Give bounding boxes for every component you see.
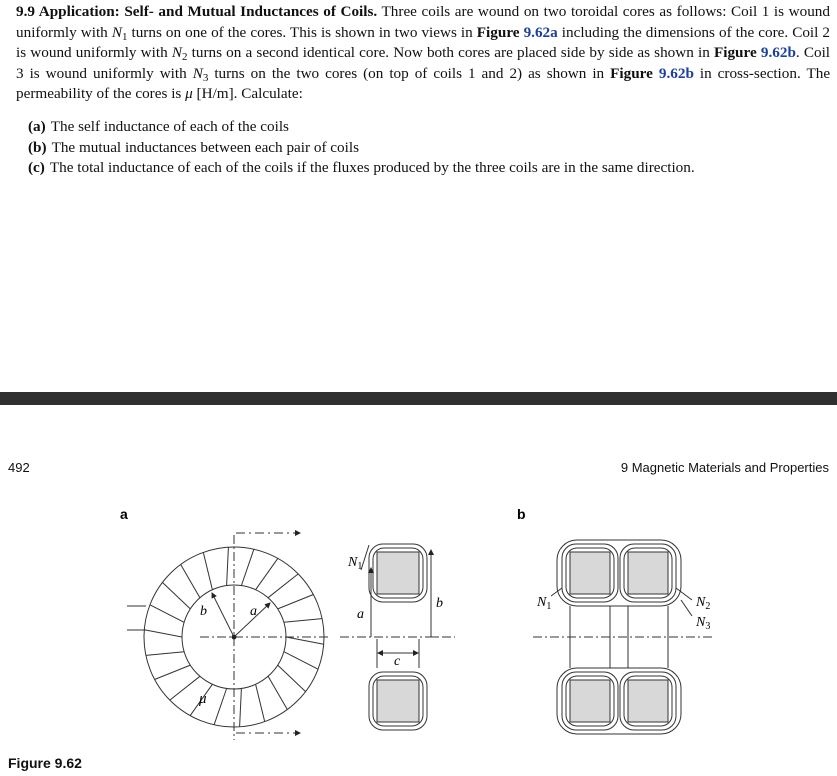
winding-turn (150, 605, 184, 623)
winding-turn (278, 665, 306, 692)
winding-turn (203, 552, 212, 589)
problem-number: 9.9 (16, 3, 35, 20)
winding-turn (256, 558, 278, 589)
outer-radius-arrow (212, 593, 234, 637)
problem-text: [H/m]. Calculate: (196, 85, 303, 103)
task-item: (b) The mutual inductances between each pair of coils (28, 138, 359, 156)
task-item: (a) The self inductance of each of the coils (28, 118, 289, 135)
figure-link-9-62a[interactable]: 9.62a (523, 23, 558, 41)
winding-turn (268, 676, 287, 709)
problem-text: including the dimensions of the core. Coil 2 is wound uniformly with (16, 23, 830, 62)
winding-turn (284, 619, 322, 623)
problem-text: in cross-section. The permeability of the cores is (16, 64, 831, 103)
figure-word: Figure (610, 64, 653, 82)
problem-text: turns on a second identical core. Now both cores are placed side by side as shown in (191, 44, 710, 62)
problem-title: Application: Self- and Mutual Inductances of Coils (38, 3, 374, 20)
panel-label-b: b (517, 506, 526, 522)
winding-turn (240, 689, 242, 727)
label-c-dim: c (394, 654, 401, 669)
problem-text: Three coils are wound on two toroidal cores as follows: Coil 1 is wound uniformly with (16, 3, 830, 41)
toroid-center (232, 635, 237, 640)
symbol-mu: μ (185, 85, 193, 103)
label-a-dim: a (357, 607, 364, 622)
figure-word: Figure (476, 23, 520, 41)
problem-text: turns on one of the cores. This is shown in two views in (131, 23, 473, 41)
winding-turn (284, 652, 318, 670)
figure-caption: Figure 9.62 (8, 755, 82, 771)
winding-turn (268, 574, 298, 598)
label-mu: μ (199, 691, 207, 707)
task-item: (c) The total inductance of each of the coils if the fluxes produced by the three coils are in the same direction. (28, 159, 695, 177)
symbol-n3: $N_3$ (192, 64, 209, 84)
label-a-radius: a (250, 604, 257, 619)
two-cores-cross-section (533, 540, 715, 734)
winding-turn (181, 565, 200, 598)
figure-link-9-62b[interactable]: 9.62b (658, 64, 694, 82)
label-b-dim: b (436, 596, 443, 611)
winding-turn (227, 547, 229, 585)
label-n3: $N_3$ (696, 615, 711, 632)
symbol-n2: $N_2$ (171, 44, 188, 64)
winding-turn (278, 595, 314, 609)
problem-text: . Coil 3 is wound uniformly with (16, 44, 831, 82)
running-header: 9 Magnetic Materials and Properties (620, 460, 829, 475)
label-n1-b: $N_1$ (537, 595, 552, 612)
problem-text: turns on the two cores (on top of coils 1 and 2) as shown in (214, 64, 605, 82)
winding-turn (286, 637, 324, 644)
winding-turn (155, 665, 191, 679)
winding-turn (146, 652, 184, 656)
label-n2: $N_2$ (696, 595, 711, 612)
toroid-top-view (127, 533, 330, 740)
symbol-n1: $N_1$ (111, 23, 128, 43)
winding-turn (170, 676, 200, 700)
problem-paragraph: 9.9 Application: Self- and Mutual Inductances of Coils. Three coils are wound on two toroidal cores as follows: Coil 1 is wound uniformly with $N_1$ turns on one of the cores. This is shown in two views in Figure 9.62a including the dimensions of the core. Coil 2 is wound uniformly with $N_2$ turns on a second identical core. Now both cores are placed side by side as shown in Figure 9.62b. Coil 3 is wound uniformly with $N_3$ turns on the two cores (on top of coils 1 and 2) as shown in Figure 9.62b in cross-section. The permeability of the cores is μ [H/m]. Calculate: (16, 3, 831, 103)
panel-label-a: a (120, 506, 128, 522)
figure-link-9-62b[interactable]: 9.62b (760, 44, 796, 62)
winding-turn (214, 689, 227, 725)
page-number: 492 (8, 460, 30, 475)
winding-turn (241, 549, 254, 585)
figure-word: Figure (713, 44, 757, 62)
winding-turn (162, 582, 190, 609)
label-n1-a: $N_1$ (348, 555, 363, 572)
winding-turn (144, 630, 182, 637)
label-b-radius: b (200, 604, 207, 619)
winding-turn (256, 684, 265, 721)
